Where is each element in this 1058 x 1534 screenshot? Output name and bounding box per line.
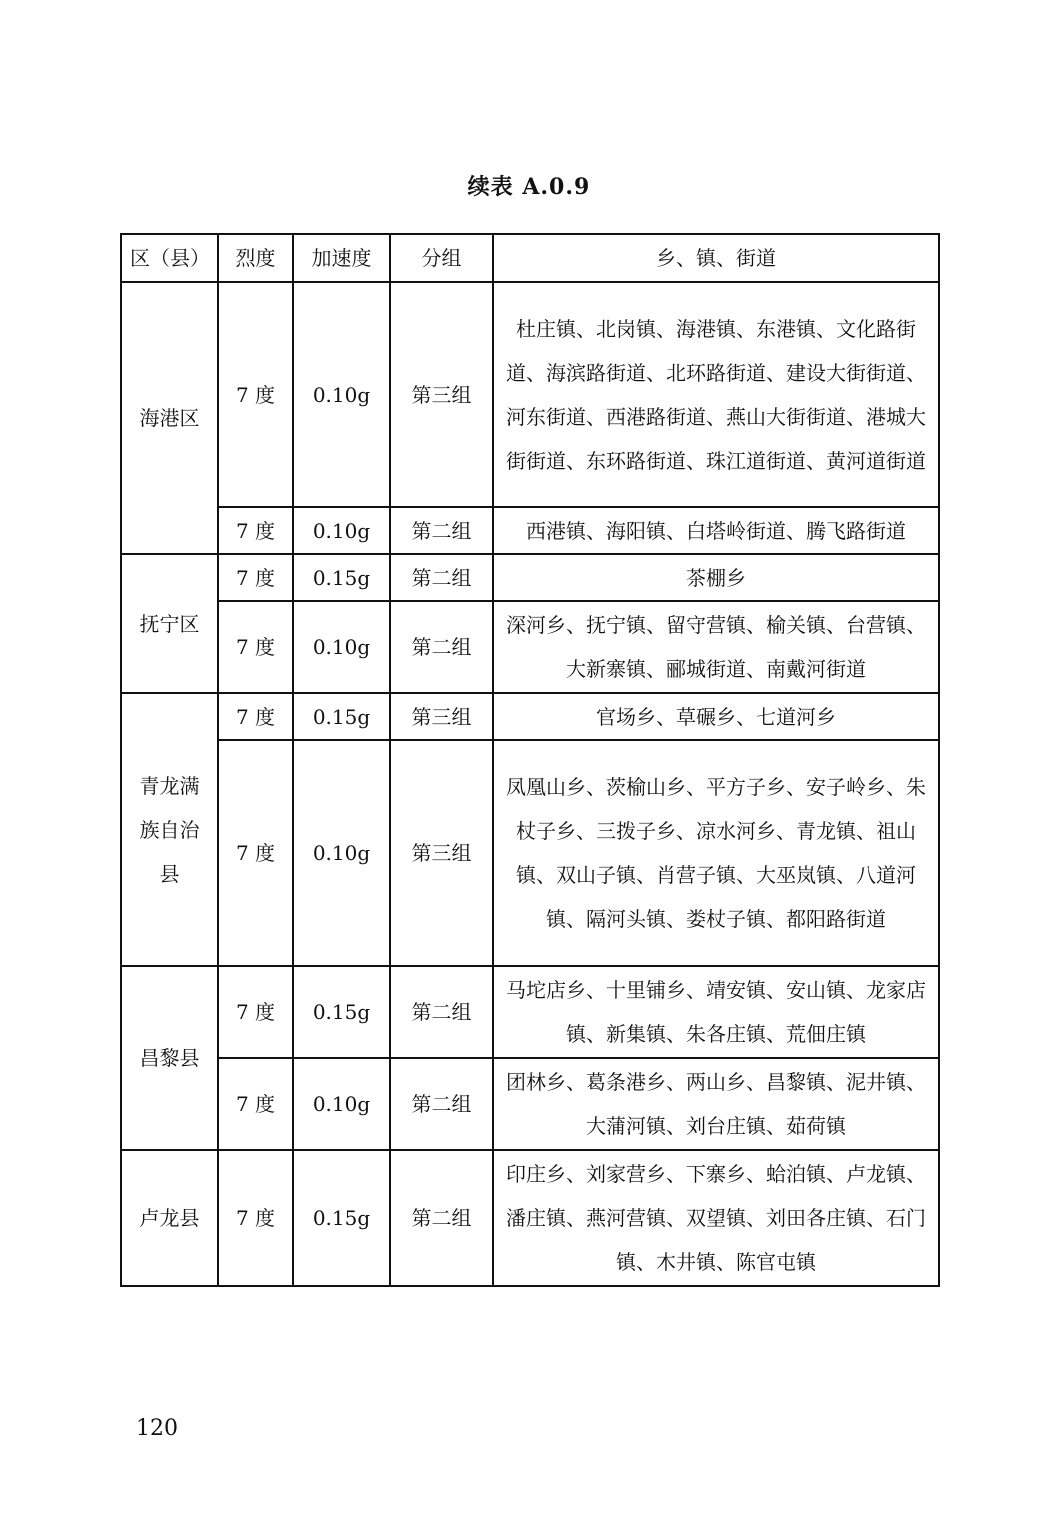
acceleration-cell: 0.10g — [293, 507, 390, 554]
group-cell: 第二组 — [390, 1058, 493, 1150]
header-intensity: 烈度 — [218, 234, 293, 282]
intensity-cell: 7 度 — [218, 1058, 293, 1150]
towns-cell: 团林乡、葛条港乡、两山乡、昌黎镇、泥井镇、大蒲河镇、刘台庄镇、茹荷镇 — [493, 1058, 939, 1150]
group-cell: 第三组 — [390, 282, 493, 507]
table-row — [121, 1150, 939, 1286]
table-title: 续表 A.0.9 — [467, 174, 591, 200]
table-row — [121, 966, 939, 1058]
group-cell: 第三组 — [390, 740, 493, 966]
header-region: 区（县） — [121, 234, 218, 282]
towns-cell: 官场乡、草碾乡、七道河乡 — [493, 693, 939, 740]
region-cell: 海港区 — [121, 282, 218, 554]
region-cell: 抚宁区 — [121, 554, 218, 693]
acceleration-cell: 0.10g — [293, 601, 390, 693]
acceleration-cell: 0.10g — [293, 1058, 390, 1150]
header-row — [121, 234, 939, 282]
seismic-table — [120, 233, 940, 1287]
page-number: 120 — [136, 1416, 178, 1441]
header-acceleration: 加速度 — [293, 234, 390, 282]
acceleration-cell: 0.10g — [293, 740, 390, 966]
table-row — [121, 740, 939, 966]
intensity-cell: 7 度 — [218, 1150, 293, 1286]
intensity-cell: 7 度 — [218, 507, 293, 554]
table-row — [121, 693, 939, 740]
table-row — [121, 601, 939, 693]
acceleration-cell: 0.15g — [293, 554, 390, 601]
intensity-cell: 7 度 — [218, 554, 293, 601]
towns-cell: 马坨店乡、十里铺乡、靖安镇、安山镇、龙家店镇、新集镇、朱各庄镇、荒佃庄镇 — [493, 966, 939, 1058]
table-row — [121, 1058, 939, 1150]
intensity-cell: 7 度 — [218, 966, 293, 1058]
region-cell: 卢龙县 — [121, 1150, 218, 1286]
group-cell: 第三组 — [390, 693, 493, 740]
group-cell: 第二组 — [390, 507, 493, 554]
intensity-cell: 7 度 — [218, 601, 293, 693]
table-row — [121, 507, 939, 554]
intensity-cell: 7 度 — [218, 282, 293, 507]
towns-cell: 凤凰山乡、茨榆山乡、平方子乡、安子岭乡、朱杖子乡、三拨子乡、凉水河乡、青龙镇、祖山镇、双山子镇、肖营子镇、大巫岚镇、八道河镇、隔河头镇、娄杖子镇、都阳路街道 — [493, 740, 939, 966]
towns-cell: 深河乡、抚宁镇、留守营镇、榆关镇、台营镇、大新寨镇、郦城街道、南戴河街道 — [493, 601, 939, 693]
group-cell: 第二组 — [390, 601, 493, 693]
acceleration-cell: 0.15g — [293, 693, 390, 740]
region-cell: 青龙满族自治县 — [121, 693, 218, 966]
intensity-cell: 7 度 — [218, 693, 293, 740]
group-cell: 第二组 — [390, 966, 493, 1058]
header-towns: 乡、镇、街道 — [493, 234, 939, 282]
towns-cell: 印庄乡、刘家营乡、下寨乡、蛤泊镇、卢龙镇、潘庄镇、燕河营镇、双望镇、刘田各庄镇、石门镇、木井镇、陈官屯镇 — [493, 1150, 939, 1286]
table-row — [121, 554, 939, 601]
header-group: 分组 — [390, 234, 493, 282]
group-cell: 第二组 — [390, 1150, 493, 1286]
intensity-cell: 7 度 — [218, 740, 293, 966]
acceleration-cell: 0.15g — [293, 966, 390, 1058]
towns-cell: 杜庄镇、北岗镇、海港镇、东港镇、文化路街道、海滨路街道、北环路街道、建设大街街道、河东街道、西港路街道、燕山大街街道、港城大街街道、东环路街道、珠江道街道、黄河道街道 — [493, 282, 939, 507]
region-cell: 昌黎县 — [121, 966, 218, 1150]
acceleration-cell: 0.15g — [293, 1150, 390, 1286]
towns-cell: 茶棚乡 — [493, 554, 939, 601]
towns-cell: 西港镇、海阳镇、白塔岭街道、腾飞路街道 — [493, 507, 939, 554]
group-cell: 第二组 — [390, 554, 493, 601]
table-row — [121, 282, 939, 507]
acceleration-cell: 0.10g — [293, 282, 390, 507]
